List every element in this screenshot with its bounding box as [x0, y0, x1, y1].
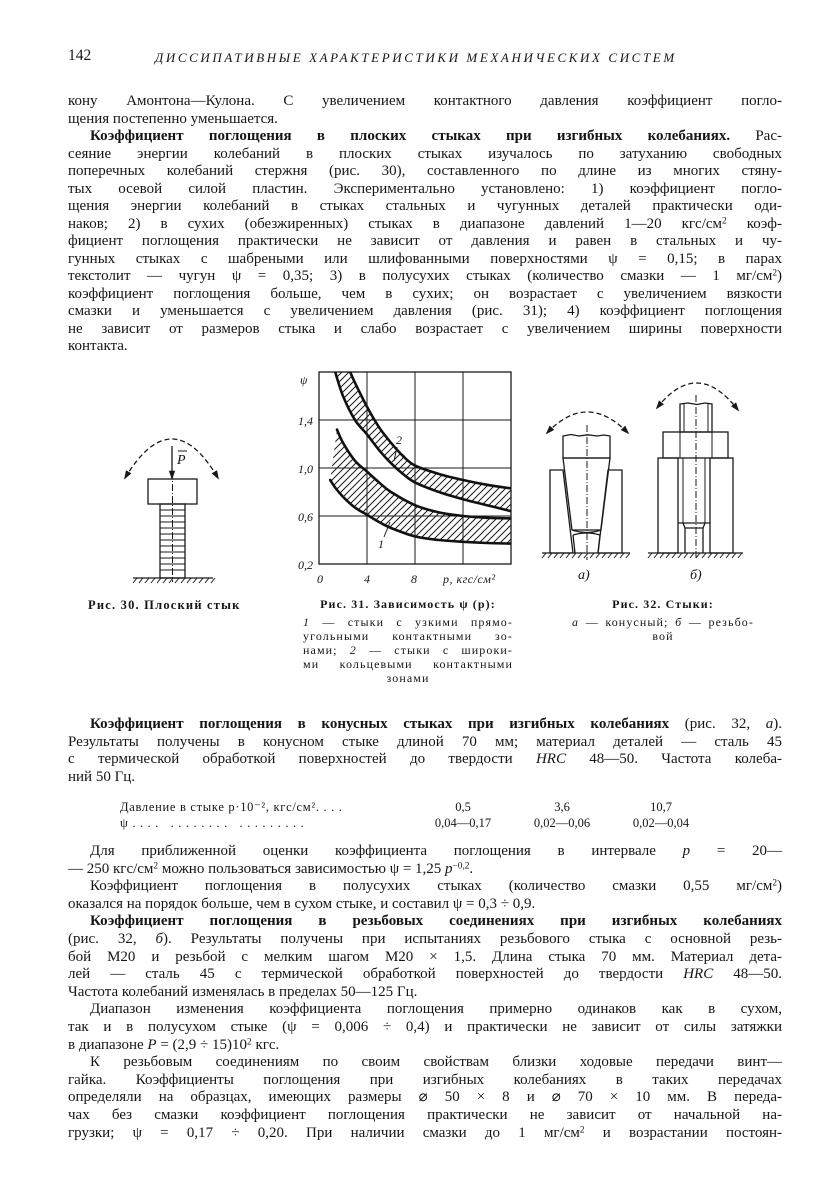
text-segment: P	[147, 1036, 157, 1053]
caption-segment: зонами	[386, 671, 430, 685]
text-segment: и возрастании постоян-	[584, 1124, 782, 1141]
conical-joint-drawing	[542, 412, 630, 560]
figure-31-chart	[290, 365, 520, 590]
figure-31-caption-title: Рис. 31. Зависимость ψ (p):	[320, 597, 496, 611]
text-line	[68, 338, 782, 356]
caption-line	[303, 657, 513, 671]
page-number: 142	[68, 47, 92, 64]
force-label: P	[177, 453, 186, 468]
text-segment: чах без смазки коэффициент поглощения практически не зависит от начальной на-	[68, 1106, 782, 1123]
text-segment: гайка. Коэффициенты поглощения при изгибных колебаниях в таких передачах	[68, 1071, 782, 1088]
section-heading: Коэффициент поглощения в конусных стыках при изгибных колебаниях	[90, 716, 670, 732]
text-segment: контакта.	[68, 338, 128, 354]
y-tick-label: 1,4	[298, 414, 313, 428]
figure-31-caption	[303, 597, 513, 685]
text-line	[68, 1107, 782, 1125]
text-segment: = (2,9 ÷ 15)10	[156, 1036, 248, 1053]
text-segment: ний 50 Гц.	[68, 769, 136, 786]
text-line	[68, 843, 782, 861]
text-segment: наков; 2) в сухих (обезжиренных) стыках в диапазоне давлений 1—20 кгс/см	[68, 215, 723, 232]
text-segment: Рас-	[730, 128, 782, 144]
caption-line	[572, 615, 754, 629]
running-title: ДИССИПАТИВНЫЕ ХАРАКТЕРИСТИКИ МЕХАНИЧЕСКИХ СИСТЕМ	[155, 50, 677, 65]
text-segment: тых осевой силой пластин. Экспериментально установлено: 1) коэффициент погло-	[68, 180, 782, 197]
superscript: 2	[722, 215, 727, 226]
text-segment: поперечных колебаний стержня (рис. 30), составленного по длине из многих стяну-	[68, 163, 782, 179]
caption-segment: 2	[349, 643, 357, 657]
text-segment: бой М20 и резьбой с мелким шагом М20 × 1,5. Длина стыка 70 мм. Материал дета-	[68, 948, 782, 965]
text-segment: текстолит — чугун ψ = 0,35; 3) в полусухих стыках (количество смазки — 1 мг/см	[68, 268, 773, 284]
text-line	[68, 268, 782, 286]
superscript: 2	[579, 1124, 585, 1135]
row-label: Давление в стыке p·10⁻², кгс/см². . . .	[120, 800, 343, 814]
caption-segment: а	[572, 615, 580, 629]
x-tick-label: 8	[411, 572, 417, 586]
text-segment: оказался на порядок больше, чем в сухом стыке, и составил ψ = 0,3 ÷ 0,9.	[68, 895, 536, 912]
text-line	[68, 1054, 782, 1072]
ground-hatch	[648, 553, 742, 558]
text-segment: коэф-	[726, 215, 782, 232]
text-block-threaded-joints	[68, 843, 782, 1142]
housing-right	[598, 470, 622, 553]
figure-32-caption	[572, 597, 754, 643]
curve-label-2: 2	[396, 433, 402, 447]
y-tick-label: 0,2	[298, 558, 313, 572]
text-line	[68, 198, 782, 216]
caption-line	[572, 629, 754, 643]
caption-segment: — резьбо-	[682, 615, 754, 629]
text-segment: так и в полусухом стыке (ψ = 0,006 ÷ 0,4) и практически не зависит от силы затяжки	[68, 1018, 782, 1035]
housing-right	[710, 458, 733, 553]
text-segment: = 20—	[690, 843, 782, 859]
text-line	[68, 1037, 782, 1055]
bending-moment-arc-icon	[657, 383, 738, 410]
caption-segment: — конусный;	[579, 615, 676, 629]
ground-hatch	[133, 578, 215, 583]
x-axis-label: p, кгс/см²	[443, 572, 496, 586]
text-segment: лей — сталь 45 с термической обработкой поверхностей до твердости	[68, 966, 684, 983]
table-cell: 0,5	[455, 800, 471, 814]
pressure-psi-table	[120, 799, 720, 831]
text-line	[68, 146, 782, 164]
text-segment: — 250 кгс/см	[68, 860, 154, 877]
text-segment: гунных стыках с шабреными или шлифованными поверхностями ψ = 0,15; в парах	[68, 250, 782, 267]
text-segment: коэффициент поглощения больше, чем в сухих; он возрастает с увеличением вязкости	[68, 285, 782, 302]
text-segment: а	[765, 716, 774, 732]
text-segment: )	[777, 878, 782, 895]
figure-32-caption-title: Рис. 32. Стыки:	[612, 597, 714, 611]
text-segment: сеяние энергии колебаний в плоских стыках изучалось по затуханию свободных	[68, 145, 782, 162]
shank-step	[678, 523, 710, 553]
caption-line	[303, 643, 513, 657]
text-segment: определяли на образцах, имеющих размеры ⌀ 50 × 8 и ⌀ 70 × 10 мм. В переда-	[68, 1089, 782, 1106]
text-segment: Частота колебаний изменялась в пределах 50—125 Гц.	[68, 983, 418, 1000]
text-line	[68, 251, 782, 269]
figure-30-caption: Рис. 30. Плоский стык	[88, 598, 241, 612]
text-segment: смазки и уменьшается с увеличением давления (рис. 31); 4) коэффициент поглощения	[68, 303, 782, 319]
figure-30-flat-joint	[110, 430, 230, 590]
table-cell: 0,02—0,06	[533, 816, 591, 830]
text-line	[68, 1001, 782, 1019]
text-line	[68, 861, 782, 879]
text-line	[68, 111, 782, 129]
subfigure-label-a: а)	[578, 568, 590, 583]
table-cell: 10,7	[650, 800, 672, 814]
y-axis-label: ψ	[300, 373, 308, 387]
y-tick-label: 1,0	[298, 462, 313, 476]
curve-label-1: 1	[378, 537, 384, 551]
text-line	[68, 216, 782, 234]
text-line	[68, 931, 782, 949]
chart-bands	[330, 372, 511, 544]
text-line	[68, 128, 782, 146]
text-line	[68, 716, 782, 734]
text-segment: 48—50. Частота колеба-	[565, 751, 782, 768]
text-line	[68, 163, 782, 181]
superscript: 2	[247, 1036, 252, 1047]
superscript: 2	[772, 268, 777, 279]
text-line	[68, 1125, 782, 1143]
y-tick-label: 0,6	[298, 510, 313, 524]
text-segment: ). Результаты получены при испытаниях резьбового стыка с основной резь-	[163, 930, 782, 947]
text-segment: (рис. 32,	[669, 716, 766, 732]
text-segment: .	[469, 860, 474, 877]
caption-line	[303, 615, 513, 629]
text-segment: б	[155, 930, 164, 947]
text-line	[68, 93, 782, 111]
text-line	[68, 913, 782, 931]
text-segment: 48—50.	[713, 966, 782, 983]
caption-segment: 1	[303, 615, 311, 629]
caption-segment: нами;	[303, 643, 350, 657]
text-segment: в диапазоне	[68, 1036, 148, 1053]
text-segment: HRC	[535, 751, 566, 768]
caption-segment: ми кольцевыми контактными	[303, 657, 513, 671]
text-segment: можно пользоваться зависимостью ψ = 1,25	[158, 860, 446, 877]
text-line	[68, 1089, 782, 1107]
text-line	[68, 1019, 782, 1037]
caption-segment: б	[675, 615, 683, 629]
x-tick-label: 4	[364, 572, 370, 586]
text-line	[68, 1072, 782, 1090]
superscript: 2	[772, 878, 777, 889]
housing-left	[658, 458, 678, 553]
text-segment: кону Амонтона—Кулона. С увеличением контактного давления коэффициент погло-	[68, 93, 782, 109]
superscript: 2	[153, 860, 159, 871]
table-row	[120, 799, 720, 815]
caption-segment: — стыки с узкими прямо-	[310, 615, 513, 629]
caption-line	[303, 671, 513, 685]
text-line	[68, 286, 782, 304]
text-segment: (рис. 32,	[68, 930, 156, 947]
text-segment: не зависит от размеров стыка и слабо возрастает с увеличением ширины поверхности	[68, 320, 782, 337]
figure-32-joints	[535, 375, 750, 585]
caption-segment: угольными контактными зо-	[303, 629, 513, 643]
text-segment: Результаты получены в конусном стыке длиной 70 мм; материал деталей — сталь 45	[68, 733, 782, 750]
section-heading: Коэффициент поглощения в плоских стыках при изгибных колебаниях.	[90, 128, 731, 144]
text-line	[68, 984, 782, 1002]
subfigure-label-b: б)	[690, 568, 702, 583]
text-segment: )	[777, 268, 782, 284]
text-segment: HRC	[683, 966, 714, 983]
table-row	[120, 815, 720, 831]
text-segment: грузки; ψ = 0,17 ÷ 0,20. При наличии смазки до 1 мг/см	[68, 1124, 580, 1141]
table-cell: 0,02—0,04	[632, 816, 690, 830]
text-segment: фициент поглощения практически не зависит от давления и равен в стальных и чу-	[68, 233, 782, 249]
text-line	[68, 949, 782, 967]
text-segment: p	[445, 860, 453, 877]
table-cell: 3,6	[554, 800, 570, 814]
text-line	[68, 321, 782, 339]
text-segment: щения энергии колебаний в стыках стальных и чугунных деталей практически оди-	[68, 198, 782, 214]
row-label: ψ . . . . . . . . . . . . . . . . . . . . .	[120, 816, 305, 830]
caption-line	[303, 629, 513, 643]
text-block-conical-joints	[68, 716, 782, 787]
text-line	[68, 966, 782, 984]
shank-thread-lines	[683, 458, 705, 523]
text-segment: Диапазон изменения коэффициента поглощения примерно одинаков как в сухом,	[90, 1001, 782, 1018]
text-segment: ).	[773, 716, 782, 732]
text-line	[68, 751, 782, 769]
text-segment: Коэффициент поглощения в полусухих стыках (количество смазки 0,55 мг/см	[90, 878, 773, 895]
caption-segment: вой	[652, 629, 674, 643]
ground-hatch	[542, 553, 630, 558]
x-tick-label: 0	[317, 572, 323, 586]
threaded-joint-drawing	[648, 383, 743, 560]
text-line	[68, 181, 782, 199]
text-segment: p	[682, 843, 691, 859]
text-line	[68, 734, 782, 752]
text-line	[68, 878, 782, 896]
text-line	[68, 303, 782, 321]
text-segment: с термической обработкой поверхностей до твердости	[68, 751, 536, 768]
text-segment: Для приближенной оценки коэффициента поглощения в интервале	[90, 843, 683, 859]
superscript: −0,2	[452, 860, 470, 871]
section-heading: Коэффициент поглощения в резьбовых соединениях при изгибных колебаниях	[90, 913, 782, 930]
text-segment: кгс.	[251, 1036, 280, 1053]
text-line	[68, 233, 782, 251]
caption-segment: — стыки с широки-	[356, 643, 514, 657]
text-line	[68, 769, 782, 787]
text-line	[68, 896, 782, 914]
text-block-flat-joints	[68, 93, 782, 356]
text-segment: щения постепенно уменьшается.	[68, 110, 278, 127]
text-segment: К резьбовым соединениям по своим свойствам близки ходовые передачи винт—	[90, 1054, 782, 1071]
table-cell: 0,04—0,17	[434, 816, 492, 830]
